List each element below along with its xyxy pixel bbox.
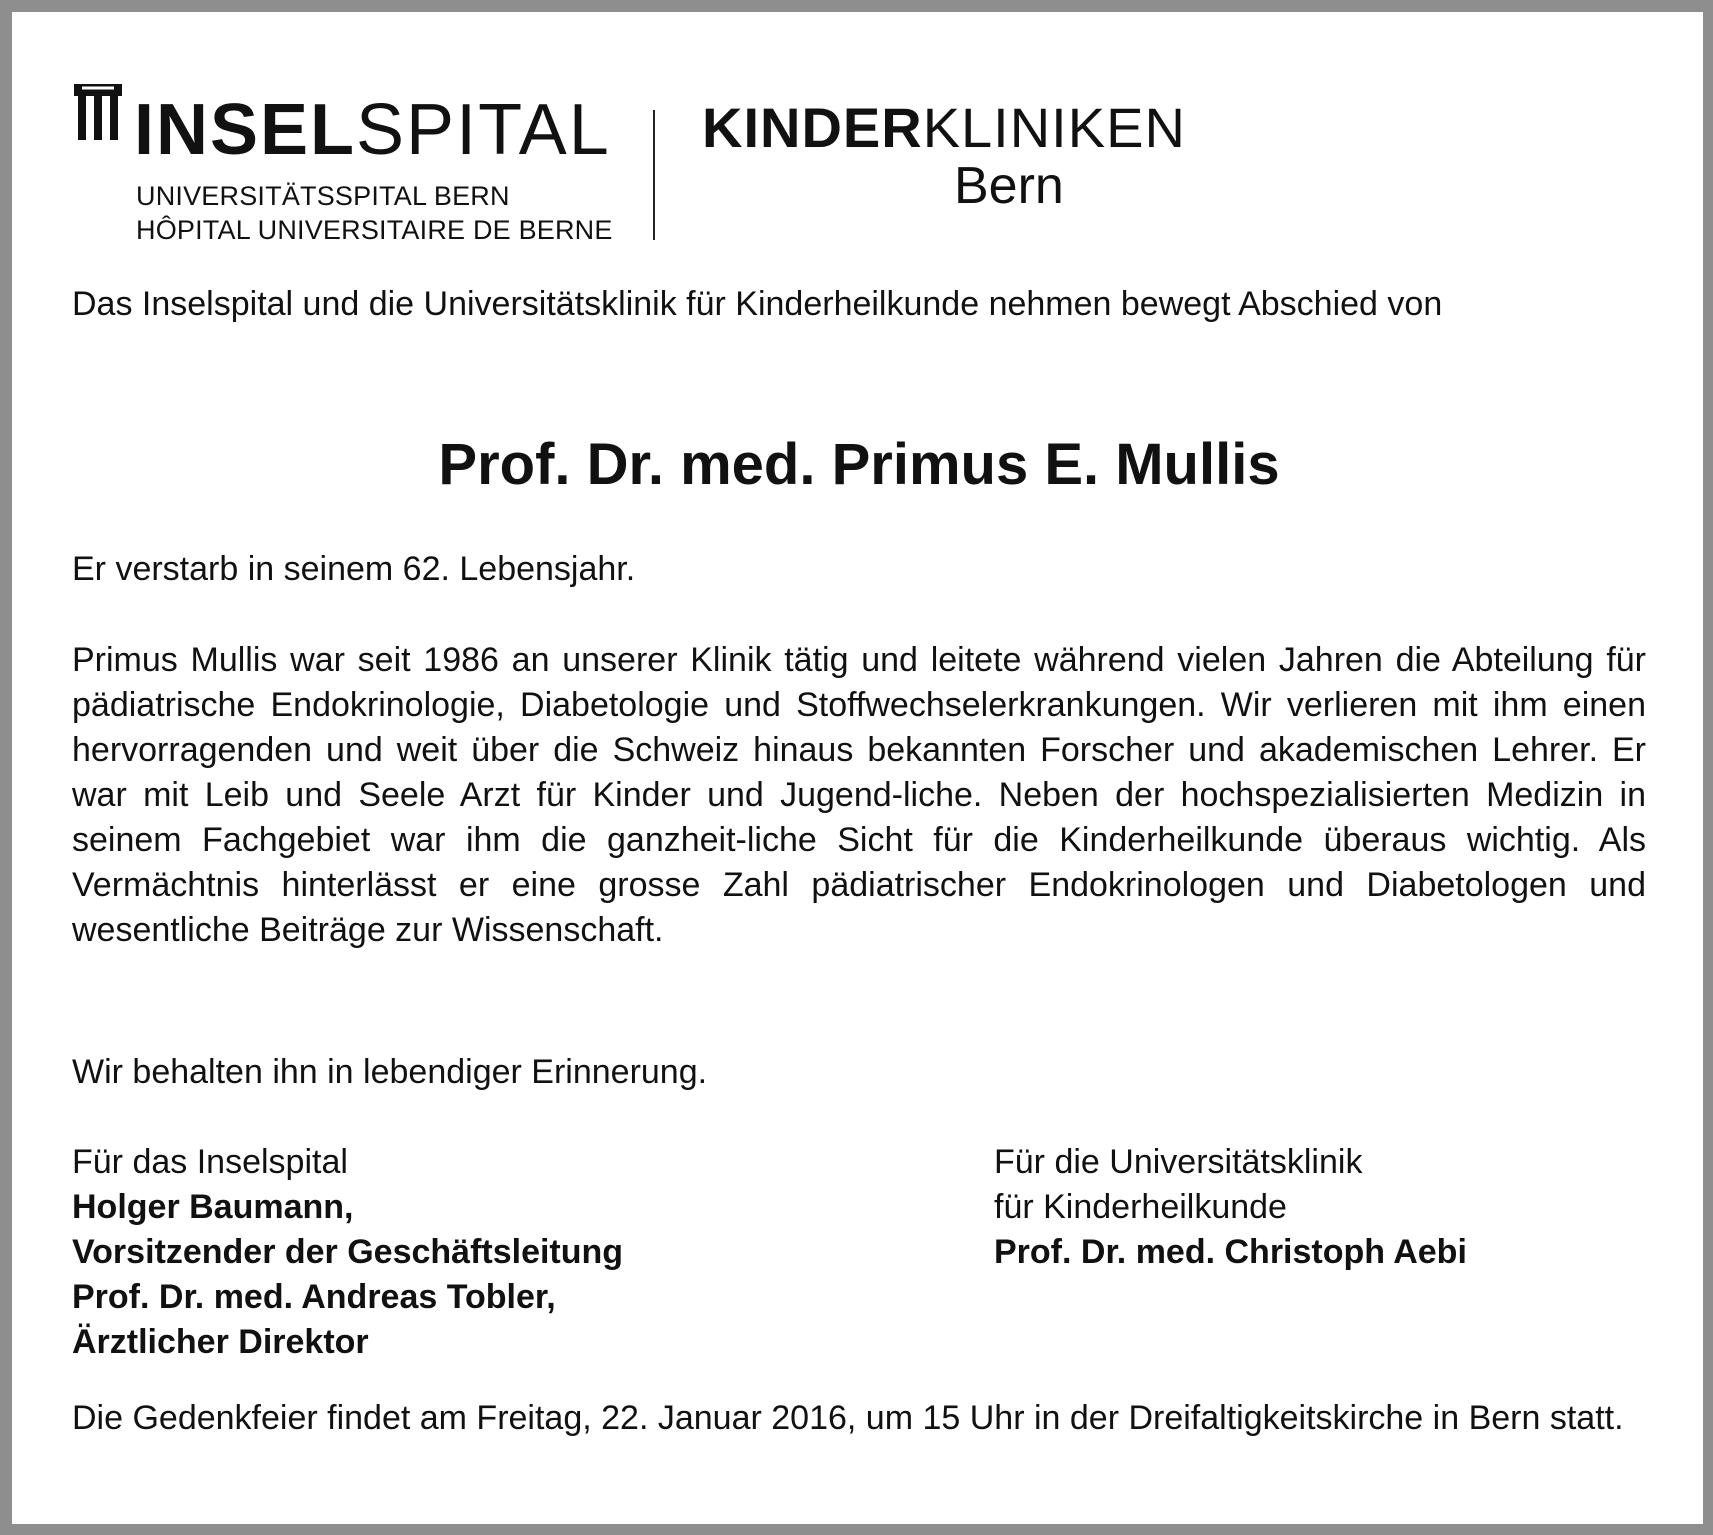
signature-kinderklinik [994, 1140, 1654, 1275]
signature-right-line1: Für die Universitätsklinik [994, 1143, 1363, 1181]
deceased-name: Prof. Dr. med. Primus E. Mullis [438, 432, 1280, 497]
tribute-text: Primus Mullis war seit 1986 an unserer Klinik tätig und leitete während vielen Jahren die Abteilung für pädiatrische Endokrinologie, Diabetologie und Stoffwechselerkrankungen. Wir verlieren mit ihm einen hervorragenden und weit über die Schweiz hinaus bekannten Forscher und akademischen Lehrer. Er war mit Leib und Seele Arzt für Kinder und Jugend-liche. Neben der hochspezialisierten Medizin in seinem Fachgebiet war ihm die ganzheit-liche Sicht für die Kinderheilkunde überaus wichtig. Als Vermächtnis hinterlässt er eine grosse Zahl pädiatrischer Endokrinologen und Diabetologen und wesentliche Beiträge zur Wissenschaft. [72, 641, 1646, 949]
inselspital-wordmark-regular: SPITAL [356, 90, 611, 170]
signature-right-line2: für Kinderheilkunde [994, 1188, 1287, 1226]
signature-left-line4: Prof. Dr. med. Andreas Tobler, [72, 1278, 556, 1316]
signature-inselspital [72, 1140, 952, 1365]
inselspital-wordmark-bold: INSEL [134, 90, 357, 170]
signature-left-line5: Ärztlicher Direktor [72, 1323, 369, 1361]
logo-divider [653, 110, 655, 240]
kinderkliniken-wordmark [702, 98, 1186, 158]
obituary-notice [12, 12, 1703, 1524]
signature-left-line1: Für das Inselspital [72, 1143, 348, 1181]
inselspital-subtitle-de: UNIVERSITÄTSSPITAL BERN [136, 181, 510, 211]
kinderkliniken-city: Bern [954, 157, 1064, 215]
header-logos [72, 70, 1272, 250]
death-note: Er verstarb in seinem 62. Lebensjahr. [72, 550, 636, 588]
signature-left-line2: Holger Baumann, [72, 1188, 354, 1226]
inselspital-wordmark [134, 90, 611, 170]
kinderkliniken-wordmark-regular: KLINIKEN [922, 96, 1186, 159]
remembrance-text: Wir behalten ihn in lebendiger Erinnerung. [72, 1053, 708, 1091]
memorial-text: Die Gedenkfeier findet am Freitag, 22. Januar 2016, um 15 Uhr in der Dreifaltigkeitskirche in Bern statt. [72, 1399, 1624, 1437]
kinderkliniken-wordmark-bold: KINDER [702, 96, 923, 159]
inselspital-subtitle-fr: HÔPITAL UNIVERSITAIRE DE BERNE [136, 215, 613, 245]
signature-left-line3: Vorsitzender der Geschäftsleitung [72, 1233, 624, 1271]
signature-right-line3: Prof. Dr. med. Christoph Aebi [994, 1233, 1467, 1271]
inselspital-emblem-icon [72, 82, 124, 142]
intro-text: Das Inselspital und die Universitätsklinik für Kinderheilkunde nehmen bewegt Abschied von [72, 285, 1443, 323]
